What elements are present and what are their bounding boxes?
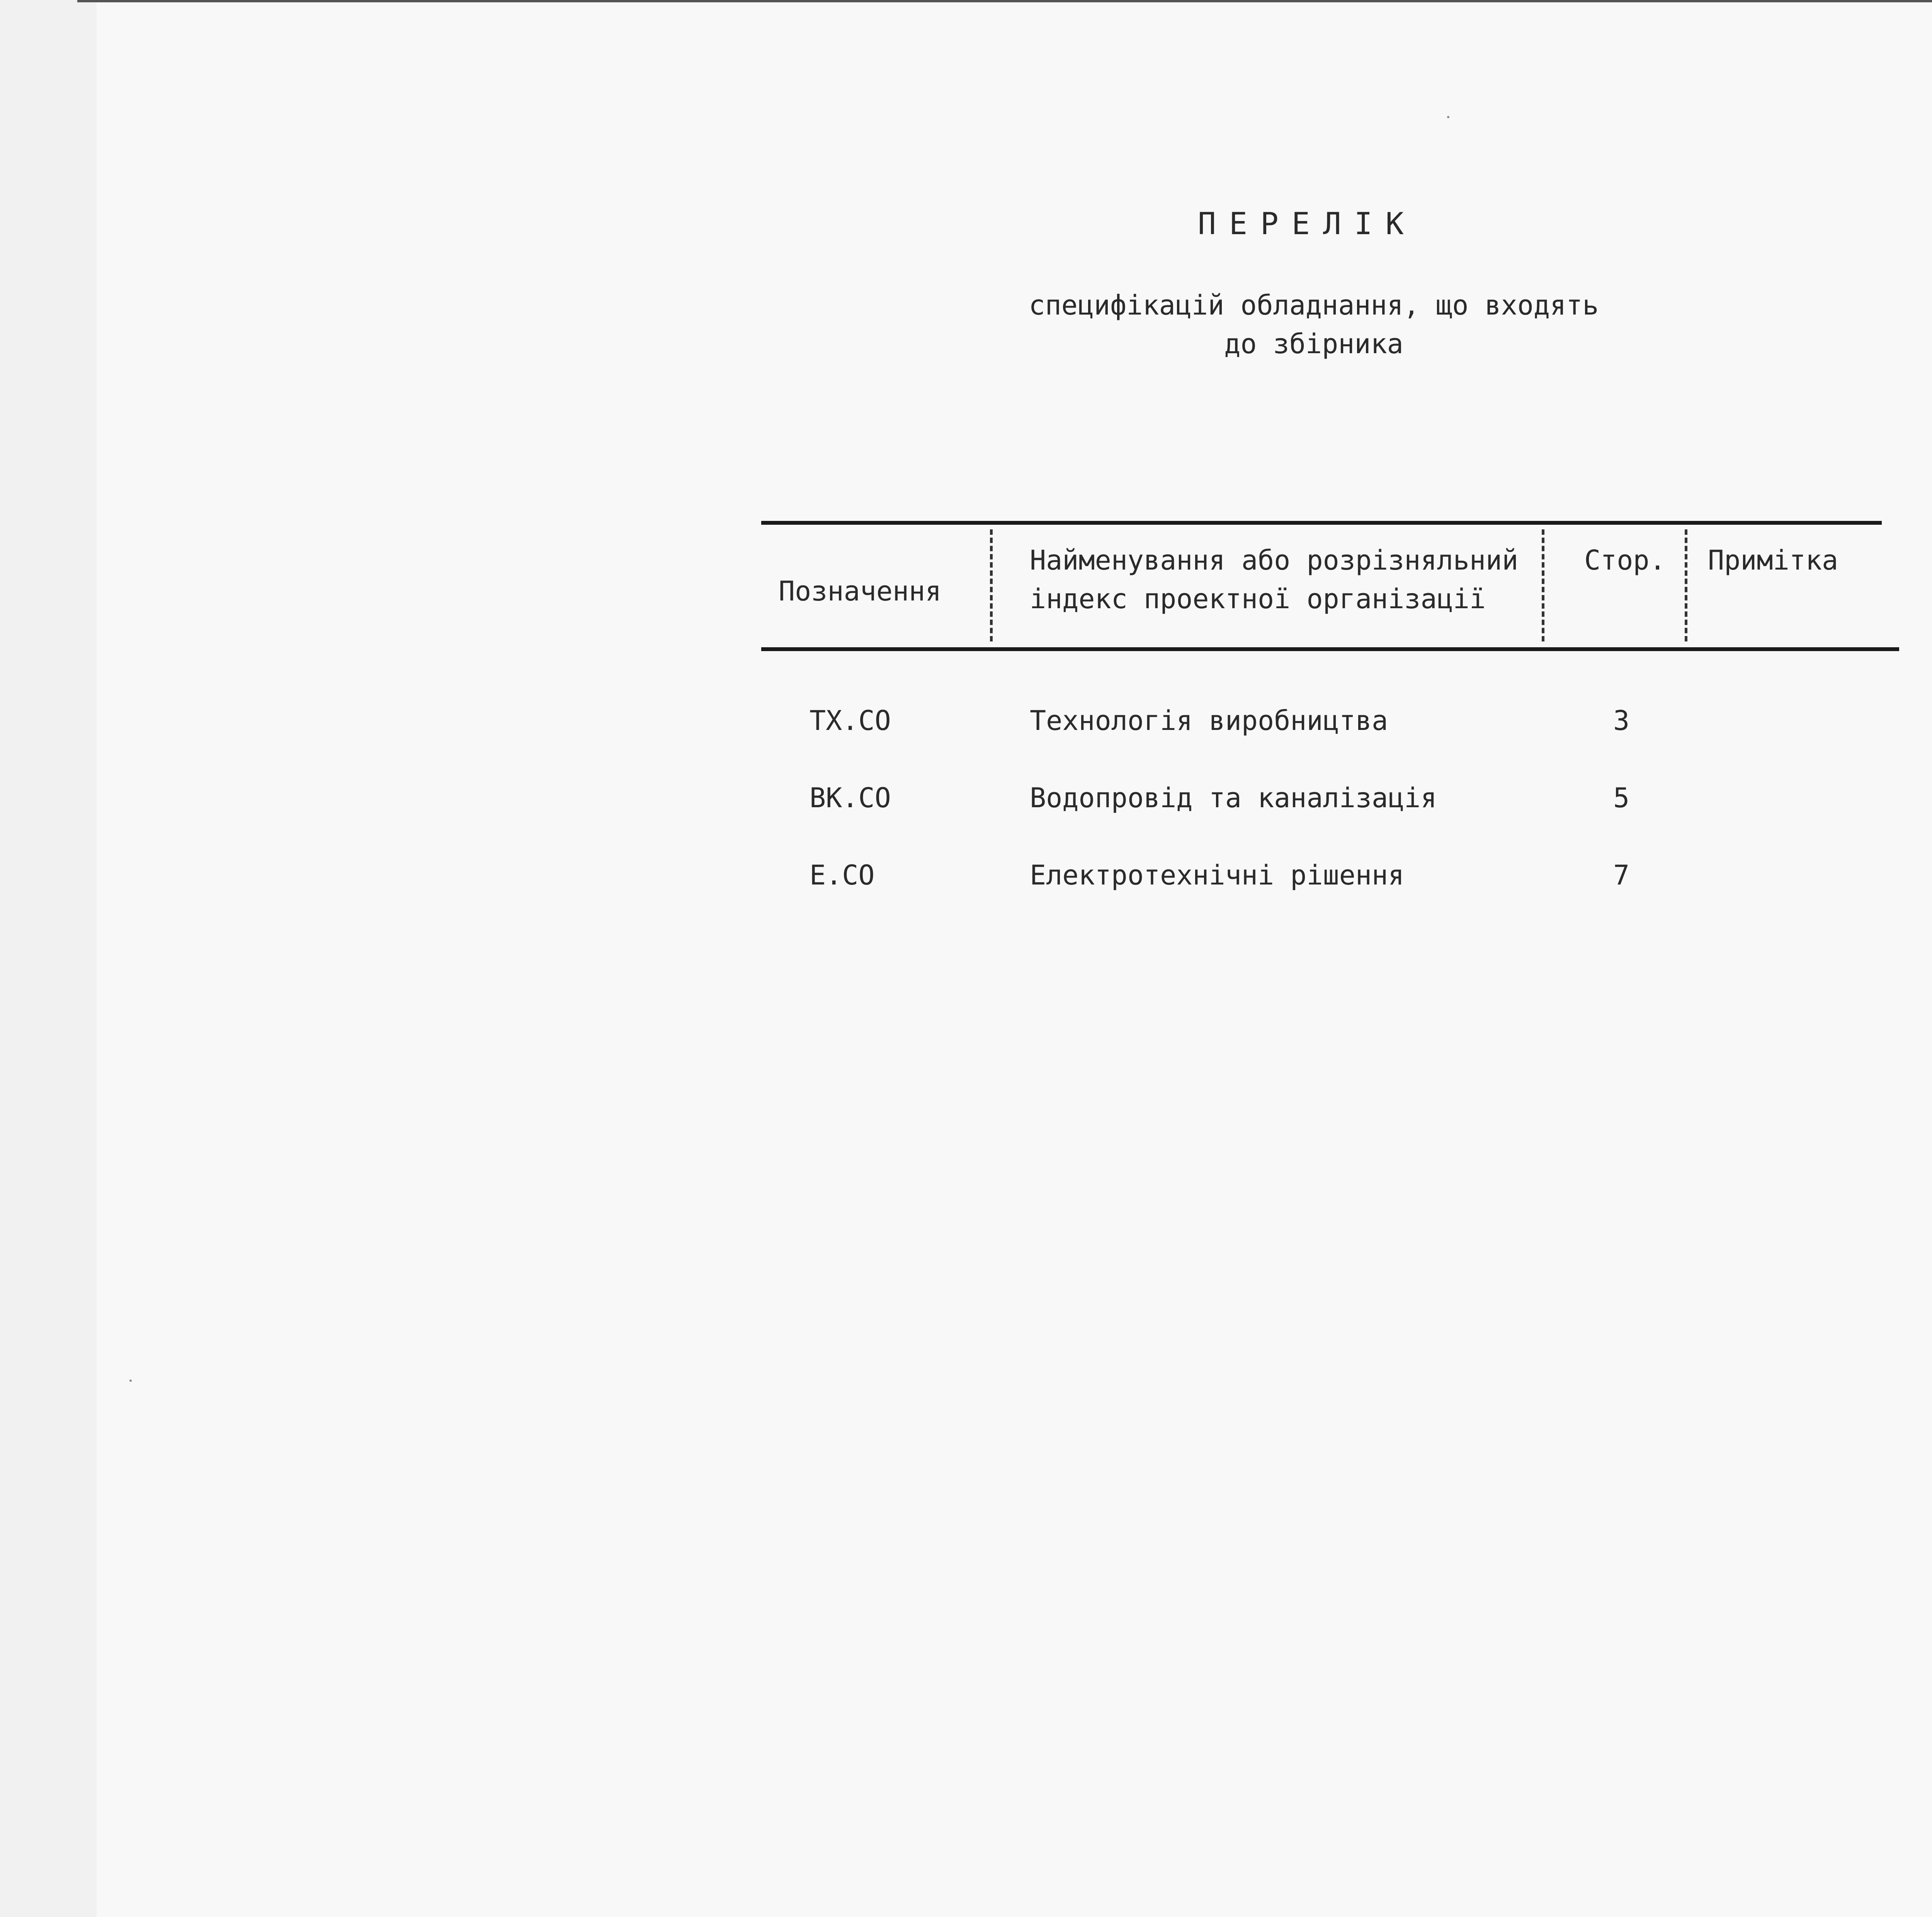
row-3-page: 7 bbox=[1613, 859, 1630, 891]
row-3-designation: Е.СО bbox=[810, 859, 875, 891]
row-2-page: 5 bbox=[1613, 782, 1630, 814]
column-separator bbox=[1685, 529, 1687, 641]
header-page: Стор. bbox=[1584, 544, 1666, 576]
document-subtitle bbox=[889, 286, 1739, 363]
document-title: ПЕРЕЛІК bbox=[1198, 207, 1417, 242]
column-separator bbox=[1542, 529, 1544, 641]
header-name-line-1: Найменування або розрізняльний bbox=[1030, 544, 1519, 576]
table-top-rule bbox=[761, 521, 1882, 525]
row-1-page: 3 bbox=[1613, 705, 1630, 737]
scan-margin bbox=[0, 0, 97, 1917]
row-2-name: Водопровід та каналізація bbox=[1030, 782, 1437, 814]
scan-top-edge bbox=[77, 0, 1932, 2]
row-2-designation: ВК.СО bbox=[810, 782, 891, 814]
row-1-designation: ТХ.СО bbox=[810, 705, 891, 737]
scan-speck bbox=[1447, 116, 1449, 118]
row-3-name: Електротехнічні рішення bbox=[1030, 859, 1405, 891]
scan-speck bbox=[129, 1379, 132, 1382]
header-note: Примітка bbox=[1708, 544, 1838, 576]
header-name bbox=[1030, 541, 1518, 618]
subtitle-line-1: специфікацій обладнання, що входять bbox=[1029, 289, 1599, 321]
header-designation: Позначення bbox=[779, 575, 942, 607]
subtitle-line-2: до збірника bbox=[1224, 328, 1403, 360]
row-1-name: Технологія виробництва bbox=[1030, 705, 1388, 737]
column-separator bbox=[990, 529, 993, 641]
table-header-rule bbox=[761, 647, 1899, 651]
header-name-line-2: індекс проектної організації bbox=[1030, 583, 1486, 615]
